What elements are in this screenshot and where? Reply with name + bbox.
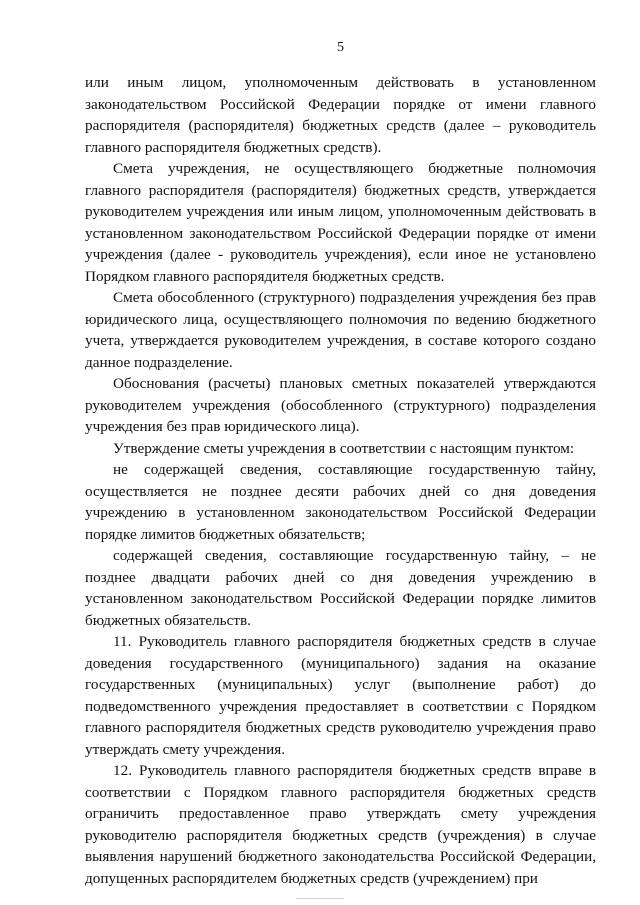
paragraph: 11. Руководитель главного распорядителя бюджетных средств в случае доведения государственного (муниципального) задания на оказание государственных (муниципальных) услуг (выполнение работ) до подведомственного учреждения предоставляет в соответствии с Порядком главного распорядителя бюджетных средств руководителю учреждения право утверждать смету учреждения. [85,633,596,758]
document-body [85,72,596,889]
paragraph: или иным лицом, уполномоченным действовать в установленном законодательством Российской Федерации порядке от имени главного распорядителя (распорядителя) бюджетных средств (далее – руководитель главного распорядителя бюджетных средств). [85,74,596,156]
paragraph: Обоснования (расчеты) плановых сметных показателей утверждаются руководителем учреждения (обособленного (структурного) подразделения учреждения без прав юридического лица). [85,375,596,435]
scan-artifact [296,898,344,899]
paragraph: Смета обособленного (структурного) подразделения учреждения без прав юридического лица, осуществляющего полномочия по ведению бюджетного учета, утверждается руководителем учреждения, в составе которого создано данное подразделение. [85,289,596,371]
paragraph: 12. Руководитель главного распорядителя бюджетных средств вправе в соответствии с Порядком главного распорядителя бюджетных средств ограничить предоставленное право утверждать смету учреждения руководителю распорядителя бюджетных средств (учреждения) в случае выявления нарушений бюджетного законодательства Российской Федерации, допущенных распорядителем бюджетных средств (учреждением) при [85,762,596,887]
paragraph: Смета учреждения, не осуществляющего бюджетные полномочия главного распорядителя (распорядителя) бюджетных средств, утверждается руководителем учреждения или иным лицом, уполномоченным действовать в установленном законодательством Российской Федерации порядке от имени учреждения (далее - руководитель учреждения), если иное не установлено Порядком главного распорядителя бюджетных средств. [85,160,596,285]
paragraph: не содержащей сведения, составляющие государственную тайну, осуществляется не позднее десяти рабочих дней со дня доведения учреждению в установленном законодательством Российской Федерации порядке лимитов бюджетных обязательств; [85,461,596,543]
paragraph: содержащей сведения, составляющие государственную тайну, – не позднее двадцати рабочих дней со дня доведения учреждению в установленном законодательством Российской Федерации порядке лимитов бюджетных обязательств. [85,547,596,629]
paragraph: Утверждение сметы учреждения в соответствии с настоящим пунктом: [113,439,575,457]
page-number: 5 [337,40,344,55]
